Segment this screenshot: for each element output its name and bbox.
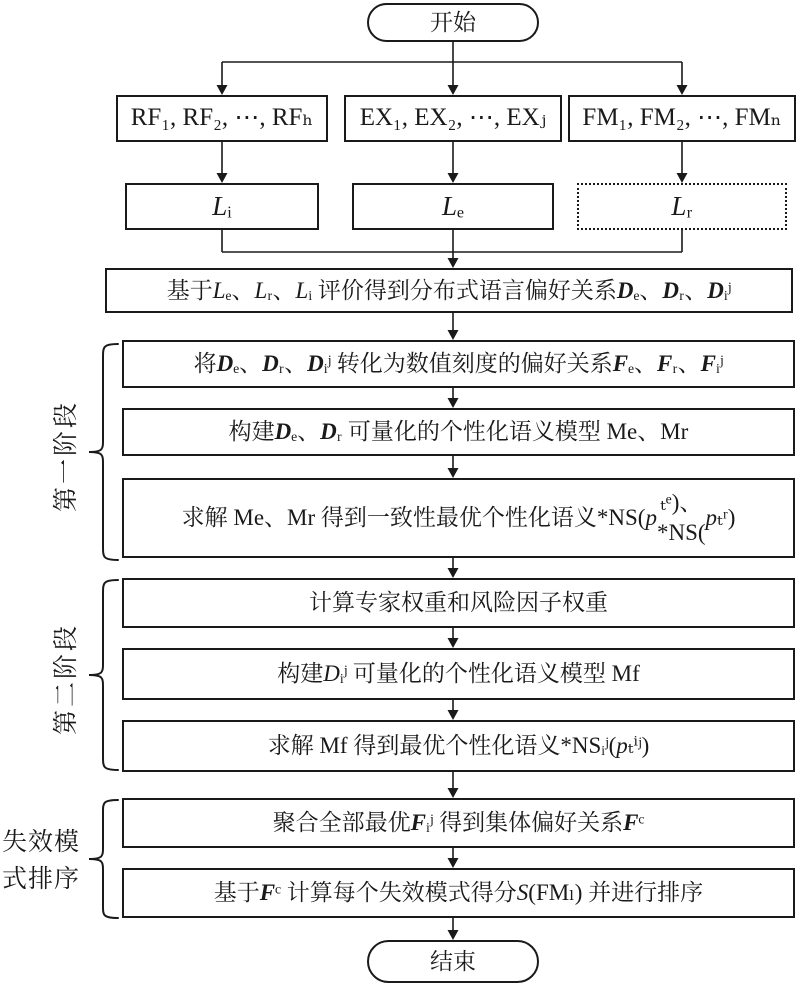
experts-box: EX₁, EX₂, ⋯, EXⱼ	[344, 95, 562, 142]
linguistic-term-set-e-box: L ₑ	[352, 183, 554, 230]
stage2-step2-box: 构建 D ᵢʲ 可量化的个性化语义模型 Mf	[122, 648, 795, 700]
stage2-step3-box: 求解 Mf 得到最优个性化语义*NSᵢʲ( p ₜⁱʲ)	[122, 720, 795, 772]
ranking-step2-box: 基于 F ᶜ 计算每个失效模式得分 S (FMₗ) 并进行排序	[122, 868, 795, 918]
risk-factors-box: RF₁, RF₂, ⋯, RFₕ	[116, 95, 328, 142]
stage1-step1-box: 将 D ₑ、 D ᵣ、 D ᵢʲ 转化为数值刻度的偏好关系 F ₑ、 F ᵣ、 F ᵢʲ	[122, 340, 795, 388]
ranking-label: 失效模 式排序	[2, 829, 81, 893]
linguistic-term-set-r-box: L ᵣ	[577, 183, 787, 230]
end-node: 结束	[367, 940, 539, 983]
stage1-step3-box: 求解 Me、Mr 得到一致性最优个性化语义*NS( p ₜᵉ)、 *NS( p ₜʳ)	[122, 478, 795, 558]
stage1-step2-box: 构建 D ₑ、 D ᵣ 可量化的个性化语义模型 Me、Mr	[122, 408, 795, 456]
failure-modes-box: FM₁, FM₂, ⋯, FMₙ	[568, 95, 796, 142]
evaluate-preference-box: 基于 L ₑ、 L ᵣ、 L ᵢ 评价得到分布式语言偏好关系 D ₑ、 D ᵣ、 D ᵢʲ	[105, 268, 793, 313]
ranking-step1-box: 聚合全部最优 F ᵢʲ 得到集体偏好关系 F ᶜ	[122, 798, 795, 848]
linguistic-term-set-i-box: L ᵢ	[125, 183, 319, 230]
stage2-brace	[89, 580, 118, 770]
start-node: 开始	[367, 3, 539, 42]
stage2-label: 第二阶段	[53, 623, 80, 736]
stage1-brace	[89, 344, 118, 560]
stage1-label: 第一阶段	[53, 400, 80, 513]
stage2-step1-box: 计算专家权重和风险因子权重	[122, 578, 795, 628]
